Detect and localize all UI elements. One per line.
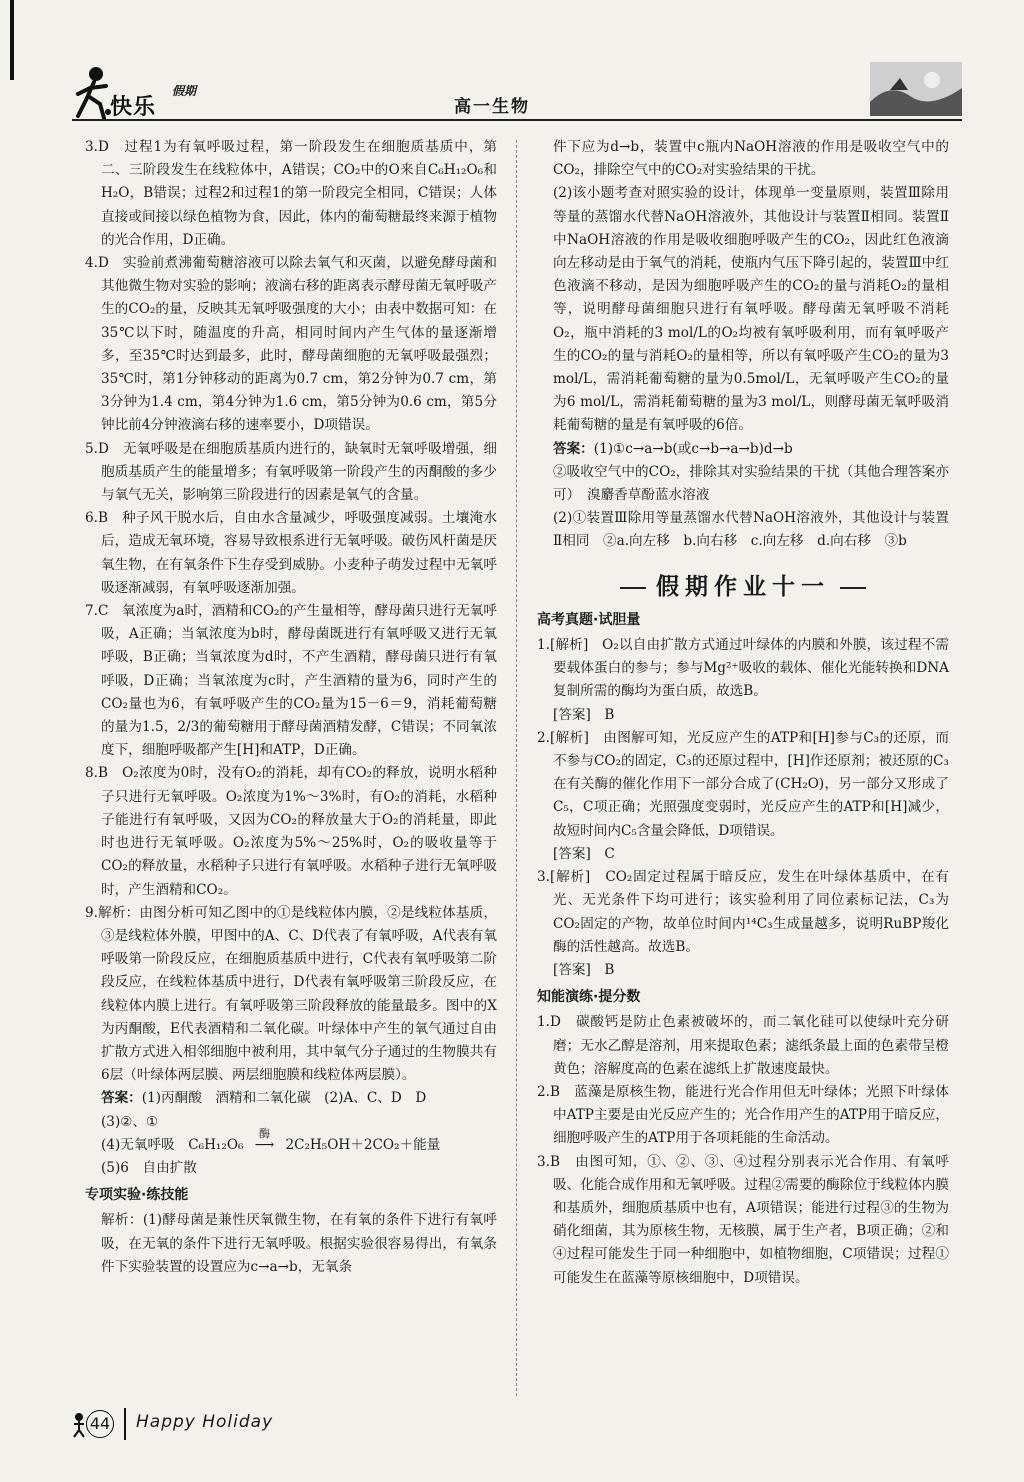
answer-q9-line4: (5)6 自由扩散: [101, 1159, 197, 1176]
assignment-title: [537, 573, 949, 600]
answer-q5: 5.D 无氧呼吸是在细胞质基质内进行的，缺氧时无氧呼吸增强，细胞质基质产生的能量增多；有氧呼吸第一阶段产生的丙酮酸的多少与氧气无关，影响第三阶段进行的因素是氧气的含量。: [85, 440, 497, 504]
brand-subtitle: 假期: [172, 84, 197, 98]
gaokao-q2-answer: [答案] C: [553, 845, 615, 862]
experiment-answer-1: [537, 438, 949, 461]
footer-figure-icon: [72, 1412, 86, 1438]
practice-q3: 3.B 由图可知，①、②、③、④过程分别表示光合作用、有氧呼吸、化能合成作用和无氧呼吸。过程②需要的酶除位于线粒体内膜和基质外，细胞质基质中也有，A项错误；能进行过程③的生物为硝化细菌，其为原核生物，无核膜，属于生产者，B项正确；②和④过程可能发生于同一种细胞中，如植物细胞，C项错误；过程①可能发生在蓝藻等原核细胞中，D项错误。: [537, 1153, 949, 1286]
left-column: [85, 136, 497, 1279]
page-number: 44: [86, 1410, 114, 1438]
gaokao-q3-answer: [答案] B: [553, 961, 615, 978]
experiment-analysis-cont: 件下应为d→b，装置中c瓶内NaOH溶液的作用是吸收空气中的CO₂，排除空气中的CO₂对实验结果的干扰。: [553, 139, 949, 179]
page-footer: [72, 1406, 372, 1446]
answer-q9: 9.解析：由图分析可知乙图中的①是线粒体内膜，②是线粒体基质，③是线粒体外膜，甲图中的A、C、D代表了有氧呼吸，A代表有氧呼吸第一阶段反应，在细胞质基质中进行，C代表有氧呼吸第二阶段反应，在线粒体基质中进行，D代表有氧呼吸第三阶段反应，在线粒体内膜上进行。有氧呼吸第三阶段释放的能量最多。图中的X为丙酮酸，E代表酒精和二氧化碳。叶绿体中产生的氧气通过自由扩散方式进入相邻细胞中被利用，其中氧气分子通过的生物膜共有6层（叶绿体两层膜、两层细胞膜和线粒体两层膜）。: [85, 904, 497, 1084]
answer-q9-key: [85, 1087, 497, 1110]
enzyme-label: 酶: [258, 1126, 270, 1140]
answer-q9-line1: (1)丙酮酸 酒精和二氧化碳 (2)A、C、D D: [141, 1090, 427, 1107]
header-rule: [72, 119, 962, 121]
gaokao-q1-answer: [答案] B: [553, 706, 615, 723]
experiment-answer-3: (2)①装置Ⅲ除用等量蒸馏水代替NaOH溶液外，其他设计与装置Ⅱ相同 ②a.向左移 b.向右移 c.向左移 d.向右移 ③b: [553, 510, 949, 550]
experiment-analysis-part2: (2)该小题考查对照实验的设计，体现单一变量原则，装置Ⅲ除用等量的蒸馏水代替NaOH溶液外，其他设计与装置Ⅱ相同。装置Ⅱ中NaOH溶液的作用是吸收细胞呼吸产生的CO₂，因此红色液滴向左移动是由于氧气的消耗，使瓶内气压下降引起的，装置Ⅲ中红色液滴不移动，是因为细胞呼吸产生的CO₂的量与消耗O₂的量相等，说明酵母菌细胞只进行有氧呼吸。酵母菌无氧呼吸不消耗O₂，瓶中消耗的3 mol/L的O₂均被有氧呼吸利用，而有氧呼吸产生的CO₂的量与消耗O₂的量相等，所以有氧呼吸产生CO₂的量为3 mol/L，需消耗葡萄糖的量为0.5mol/L，无氧呼吸产生CO₂的量为6 mol/L，需消耗葡萄糖的量为3 mol/L，则酵母菌无氧呼吸消耗葡萄糖的量是有氧呼吸的6倍。: [553, 185, 949, 434]
answer-q6: 6.B 种子风干脱水后，自由水含量减少，呼吸强度减弱。土壤淹水后，造成无氧环境，容易导致根系进行无氧呼吸。破伤风杆菌是厌氧生物，在有氧条件下生存受到威胁。小麦种子萌发过程中无氧呼吸逐渐减弱，有氧呼吸逐渐加强。: [85, 510, 497, 596]
gaokao-q3: 3.[解析] CO₂固定过程属于暗反应，发生在叶绿体基质中，在有光、无光条件下均可进行；该实验利用了同位素标记法，C₃为CO₂固定的产物，故单位时间内¹⁴C₃生成量越多，说明RuBP羧化酶的活性越高。故选B。: [537, 869, 949, 955]
subject-title: 高一生物: [454, 97, 530, 117]
gaokao-q2: 2.[解析] 由图解可知，光反应产生的ATP和[H]参与C₃的还原，而不参与CO₂的固定，C₃的还原过程中，[H]作还原剂；被还原的C₃在有关酶的催化作用下一部分合成了(CH₂O)，另一部分又形成了C₅，C项正确；光照强度变弱时，光反应产生的ATP和[H]减少，故短时间内C₅含量会降低，D项错误。: [537, 729, 949, 839]
answer-q8: 8.B O₂浓度为0时，没有O₂的消耗，却有CO₂的释放，说明水稻种子只进行无氧呼吸。O₂浓度为1%～3%时，有O₂的消耗，水稻种子能进行有氧呼吸，又因为CO₂的释放量大于O₂的消耗量，即此时也进行无氧呼吸。O₂浓度为5%～25%时，O₂的吸收量等于CO₂的释放量，水稻种子只进行有氧呼吸。水稻种子进行无氧呼吸时，产生酒精和CO₂。: [85, 765, 497, 898]
experiment-answer-2: ②吸收空气中的CO₂，排除其对实验结果的干扰（其他合理答案亦可） 溴麝香草酚蓝水溶液: [553, 463, 949, 504]
answer-q9-equation: [85, 1126, 497, 1157]
answer-q7: 7.C 氧浓度为a时，酒精和CO₂的产生量相等，酵母菌只进行无氧呼吸，A正确；当氧浓度为b时，酵母菌既进行有氧呼吸又进行无氧呼吸，B正确；当氧浓度为d时，不产生酒精，酵母菌只进行有氧呼吸，D正确；当氧浓度为c时，产生酒精的量为6，同时产生的CO₂量也为6，有氧呼吸产生的CO₂量为15－6＝9，消耗葡萄糖的量为1.5，2/3的葡萄糖用于酵母菌酒精发酵，C错误；不同氧浓度下，细胞呼吸都产生[H]和ATP，D正确。: [85, 603, 497, 759]
scenery-thumbnail-icon: [870, 62, 962, 116]
footer-tagline: Happy Holiday: [136, 1412, 274, 1432]
answer-q9-line2: (3)②、①: [101, 1113, 159, 1130]
answer-label: 答案：: [101, 1090, 142, 1107]
answer-q4: 4.D 实验前煮沸葡萄糖溶液可以除去氧气和灭菌，以避免酵母菌和其他微生物对实验的影响；液滴右移的距离表示酵母菌无氧呼吸产生的CO₂的量，反映其无氧呼吸强度的大小；由表中数据可知：在35℃以下时，随温度的升高，相同时间内产生气体的量逐渐增多，至35℃时达到最多，此时，酵母菌细胞的无氧呼吸最强烈；35℃时，第1分钟移动的距离为0.7 cm，第2分钟为0.7 cm，第3分钟为1.4 cm，第4分钟为1.6 cm，第5分钟为0.6 cm，第5分钟比前4分钟液滴右移的速率要小，D项错误。: [85, 255, 497, 434]
practice-q2: 2.B 蓝藻是原核生物，能进行光合作用但无叶绿体；光照下叶绿体中ATP主要是由光反应产生的；光合作用产生的ATP用于暗反应，细胞呼吸产生的ATP用于各项耗能的生命活动。: [537, 1083, 949, 1147]
section-heading-experiment: 专项实验·练技能: [85, 1187, 189, 1204]
brand-title: 快乐: [110, 95, 157, 120]
equation-product: 2C₂H₅OH＋2CO₂＋能量: [285, 1136, 441, 1153]
assignment-title-text: 假期作业十一: [628, 574, 858, 600]
brand-logo: [72, 64, 242, 124]
gaokao-q1: 1.[解析] O₂以自由扩散方式通过叶绿体的内膜和外膜，该过程不需要载体蛋白的参与；参与Mg²⁺吸收的载体、催化光能转换和DNA复制所需的酶均为蛋白质，故选B。: [537, 637, 949, 700]
answer-q3: 3.D 过程1为有氧呼吸过程，第一阶段发生在细胞质基质中，第二、三阶段发生在线粒体中，A错误；CO₂中的O来自C₆H₁₂O₆和H₂O，B错误；过程2和过程1的第一阶段完全相同，C错误；人体直接或间接以绿色植物为食，因此，体内的葡萄糖最终来源于植物的光合作用，D正确。: [85, 139, 497, 248]
experiment-answer-line1: (1)①c→a→b(或c→b→a→b)d→b: [593, 440, 793, 457]
right-column: [537, 136, 949, 1290]
answer-label: 答案：: [553, 440, 594, 457]
enzyme-arrow: 酶 ⟶: [245, 1134, 283, 1157]
footer-bar: [124, 1408, 126, 1440]
experiment-analysis: 解析：(1)酵母菌是兼性厌氧微生物，在有氧的条件下进行有氧呼吸，在无氧的条件下进行无氧呼吸。根据实验很容易得出，有氧条件下实验装置的设置应为c→a→b，无氧条: [101, 1212, 497, 1275]
section-heading-gaokao: 高考真题·试胆量: [537, 611, 641, 628]
page-header: [72, 62, 962, 134]
practice-q1: 1.D 碳酸钙是防止色素被破坏的，而二氧化硅可以使绿叶充分研磨；无水乙醇是溶剂，用来提取色素；滤纸条最上面的色素带呈橙黄色；溶解度高的色素在滤纸上扩散速度最快。: [537, 1014, 949, 1077]
column-divider: [516, 140, 517, 1396]
section-heading-practice: 知能演练·提分数: [537, 989, 641, 1006]
page-edge-line: [10, 0, 14, 80]
equation-reactant: (4)无氧呼吸 C₆H₁₂O₆: [101, 1136, 244, 1153]
